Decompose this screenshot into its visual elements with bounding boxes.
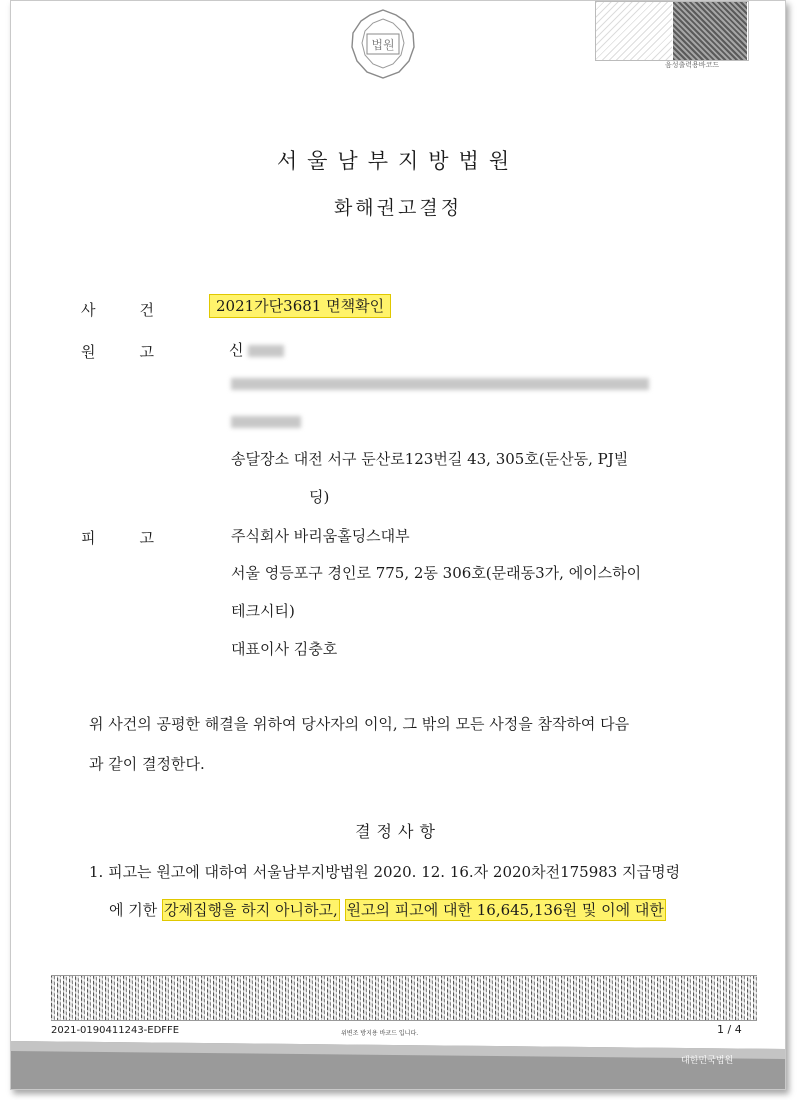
- case-value-highlight: [209, 295, 391, 316]
- intro-line-1: 위 사건의 공평한 해결을 위하여 당사자의 이익, 그 밖의 모든 사정을 참작하여 다음: [89, 715, 630, 733]
- court-name: 서울남부지방법원: [276, 149, 520, 173]
- defendant-label: 피고: [81, 529, 198, 547]
- intro-line-2: 과 같이 결정한다.: [89, 755, 205, 773]
- defendant-address-line2: 테크시티): [231, 602, 295, 620]
- item-1-highlight-2: 원고의 피고에 대한 16,645,136원 및 이에 대한: [346, 901, 664, 919]
- case-value: 2021가단3681 면책확인: [209, 294, 391, 318]
- page-number: 1 / 4: [717, 1023, 742, 1036]
- court-seal-icon: [347, 7, 419, 81]
- document-title: 화해권고결정: [333, 197, 463, 219]
- barcode-hatch: [596, 2, 672, 60]
- footer-band: [11, 1041, 785, 1089]
- footer-organization: 대한민국법원: [681, 1056, 734, 1066]
- plaintiff-label: 원고: [81, 343, 198, 361]
- barcode-image: [673, 2, 747, 60]
- security-barcode: [51, 975, 757, 1021]
- plaintiff-delivery-line1: 송달장소 대전 서구 둔산로123번길 43, 305호(둔산동, PJ빌: [231, 450, 629, 468]
- voice-barcode: [595, 1, 749, 61]
- item-1-prefix: 에 기한: [109, 901, 158, 919]
- item-1-line-2: [109, 899, 666, 920]
- redaction-bar-2: [231, 416, 301, 428]
- plaintiff-delivery-line2: 딩): [309, 488, 330, 506]
- plaintiff-name: [229, 339, 284, 360]
- item-1-highlight-1: 강제집행을 하지 아니하고,: [164, 901, 338, 919]
- redacted-address-2: [231, 411, 301, 430]
- redacted-address: [231, 373, 649, 392]
- defendant-representative: 대표이사 김충호: [231, 640, 338, 658]
- document-id: 2021-0190411243-EDFFE: [51, 1025, 180, 1036]
- barcode-caption: 음성출력용바코드: [665, 61, 720, 69]
- barcode-noise: [51, 976, 757, 1020]
- document-page: [10, 0, 786, 1090]
- defendant-name: 주식회사 바리움홀딩스대부: [231, 527, 410, 545]
- section-title: 결정사항: [355, 822, 441, 841]
- defendant-address-line1: 서울 영등포구 경인로 775, 2동 306호(문래동3가, 에이스하이: [231, 564, 642, 582]
- case-label: 사건: [81, 301, 198, 319]
- redaction-bar: [231, 378, 649, 390]
- redacted-name: [248, 345, 284, 357]
- seal-text: 법원: [371, 38, 395, 52]
- barcode-notice: 위변조 방지용 바코드 입니다.: [341, 1030, 419, 1037]
- item-1-line-1: 1. 피고는 원고에 대하여 서울남부지방법원 2020. 12. 16.자 2020차전175983 지급명령: [89, 863, 681, 881]
- plaintiff-name-visible: 신: [229, 341, 244, 359]
